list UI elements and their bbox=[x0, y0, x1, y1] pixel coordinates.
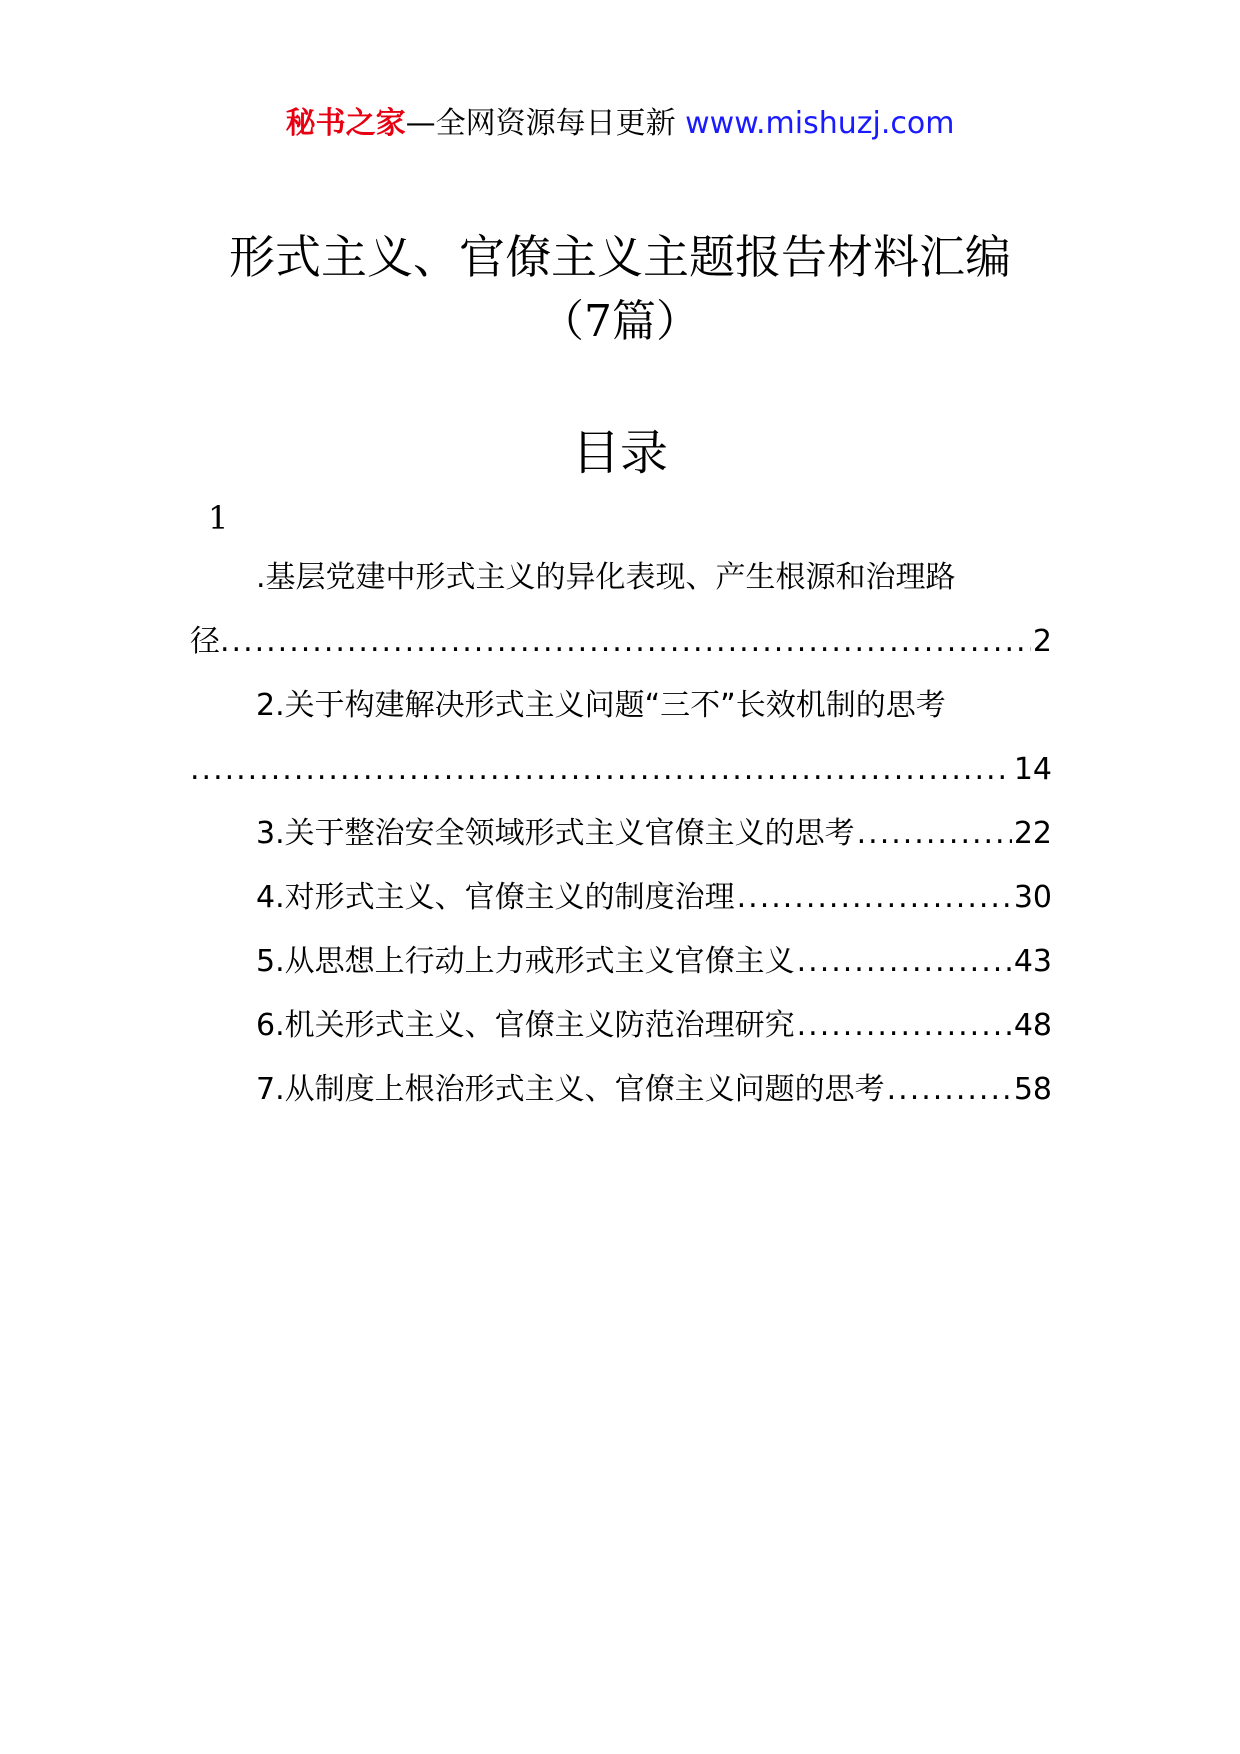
toc-item-6[interactable] bbox=[256, 1004, 1052, 1048]
toc-leader-dots bbox=[797, 940, 1012, 984]
brand-name: 秘书之家 bbox=[285, 106, 406, 141]
toc-item-4[interactable] bbox=[256, 876, 1052, 920]
toc-item-1-text-cont: 径 bbox=[190, 624, 220, 659]
site-url-link[interactable]: www.mishuzj.com bbox=[685, 106, 955, 141]
toc-item-5[interactable] bbox=[256, 940, 1052, 984]
toc-leader-dots bbox=[797, 1004, 1012, 1048]
toc-item-5-text: 5.从思想上行动上力戒形式主义官僚主义 bbox=[256, 944, 795, 979]
subtitle-count: 7 bbox=[584, 296, 612, 347]
subtitle-open: （ bbox=[540, 296, 584, 347]
toc-item-7-text: 7.从制度上根治形式主义、官僚主义问题的思考 bbox=[256, 1072, 885, 1107]
header-tagline: —全网资源每日更新 bbox=[405, 106, 676, 141]
toc-item-4-page: 30 bbox=[1013, 880, 1052, 915]
toc-item-1-page: 2 bbox=[1032, 624, 1052, 659]
toc-leader-dots bbox=[857, 812, 1012, 856]
toc-leader-dots bbox=[220, 620, 1031, 664]
toc-item-4-text: 4.对形式主义、官僚主义的制度治理 bbox=[256, 880, 735, 915]
toc-stray-number: 1 bbox=[208, 499, 229, 537]
subtitle-rest: 篇） bbox=[612, 296, 700, 347]
toc-item-2-page: 14 bbox=[1013, 752, 1052, 787]
document-subtitle bbox=[0, 290, 1240, 354]
toc-item-7[interactable] bbox=[256, 1068, 1052, 1112]
toc-item-1-line1[interactable]: .基层党建中形式主义的异化表现、产生根源和治理路 bbox=[256, 560, 956, 595]
document-title: 形式主义、官僚主义主题报告材料汇编 bbox=[229, 230, 1011, 284]
toc-leader-dots bbox=[190, 748, 1012, 792]
toc-leader-dots bbox=[887, 1068, 1012, 1112]
toc-item-3[interactable] bbox=[256, 812, 1052, 856]
toc-item-3-page: 22 bbox=[1013, 816, 1052, 851]
toc-heading: 目录 bbox=[571, 425, 668, 481]
toc-item-3-text: 3.关于整治安全领域形式主义官僚主义的思考 bbox=[256, 816, 855, 851]
toc-item-6-text: 6.机关形式主义、官僚主义防范治理研究 bbox=[256, 1008, 795, 1043]
toc-item-1-line2[interactable] bbox=[190, 620, 1052, 664]
toc-leader-dots bbox=[737, 876, 1012, 920]
toc-item-7-page: 58 bbox=[1013, 1072, 1052, 1107]
toc-item-6-page: 48 bbox=[1013, 1008, 1052, 1043]
toc-item-2-line1[interactable]: 2.关于构建解决形式主义问题“三不”长效机制的思考 bbox=[256, 688, 946, 723]
site-header bbox=[0, 102, 1240, 146]
toc-item-2-line2[interactable] bbox=[190, 748, 1052, 792]
toc-item-5-page: 43 bbox=[1013, 944, 1052, 979]
